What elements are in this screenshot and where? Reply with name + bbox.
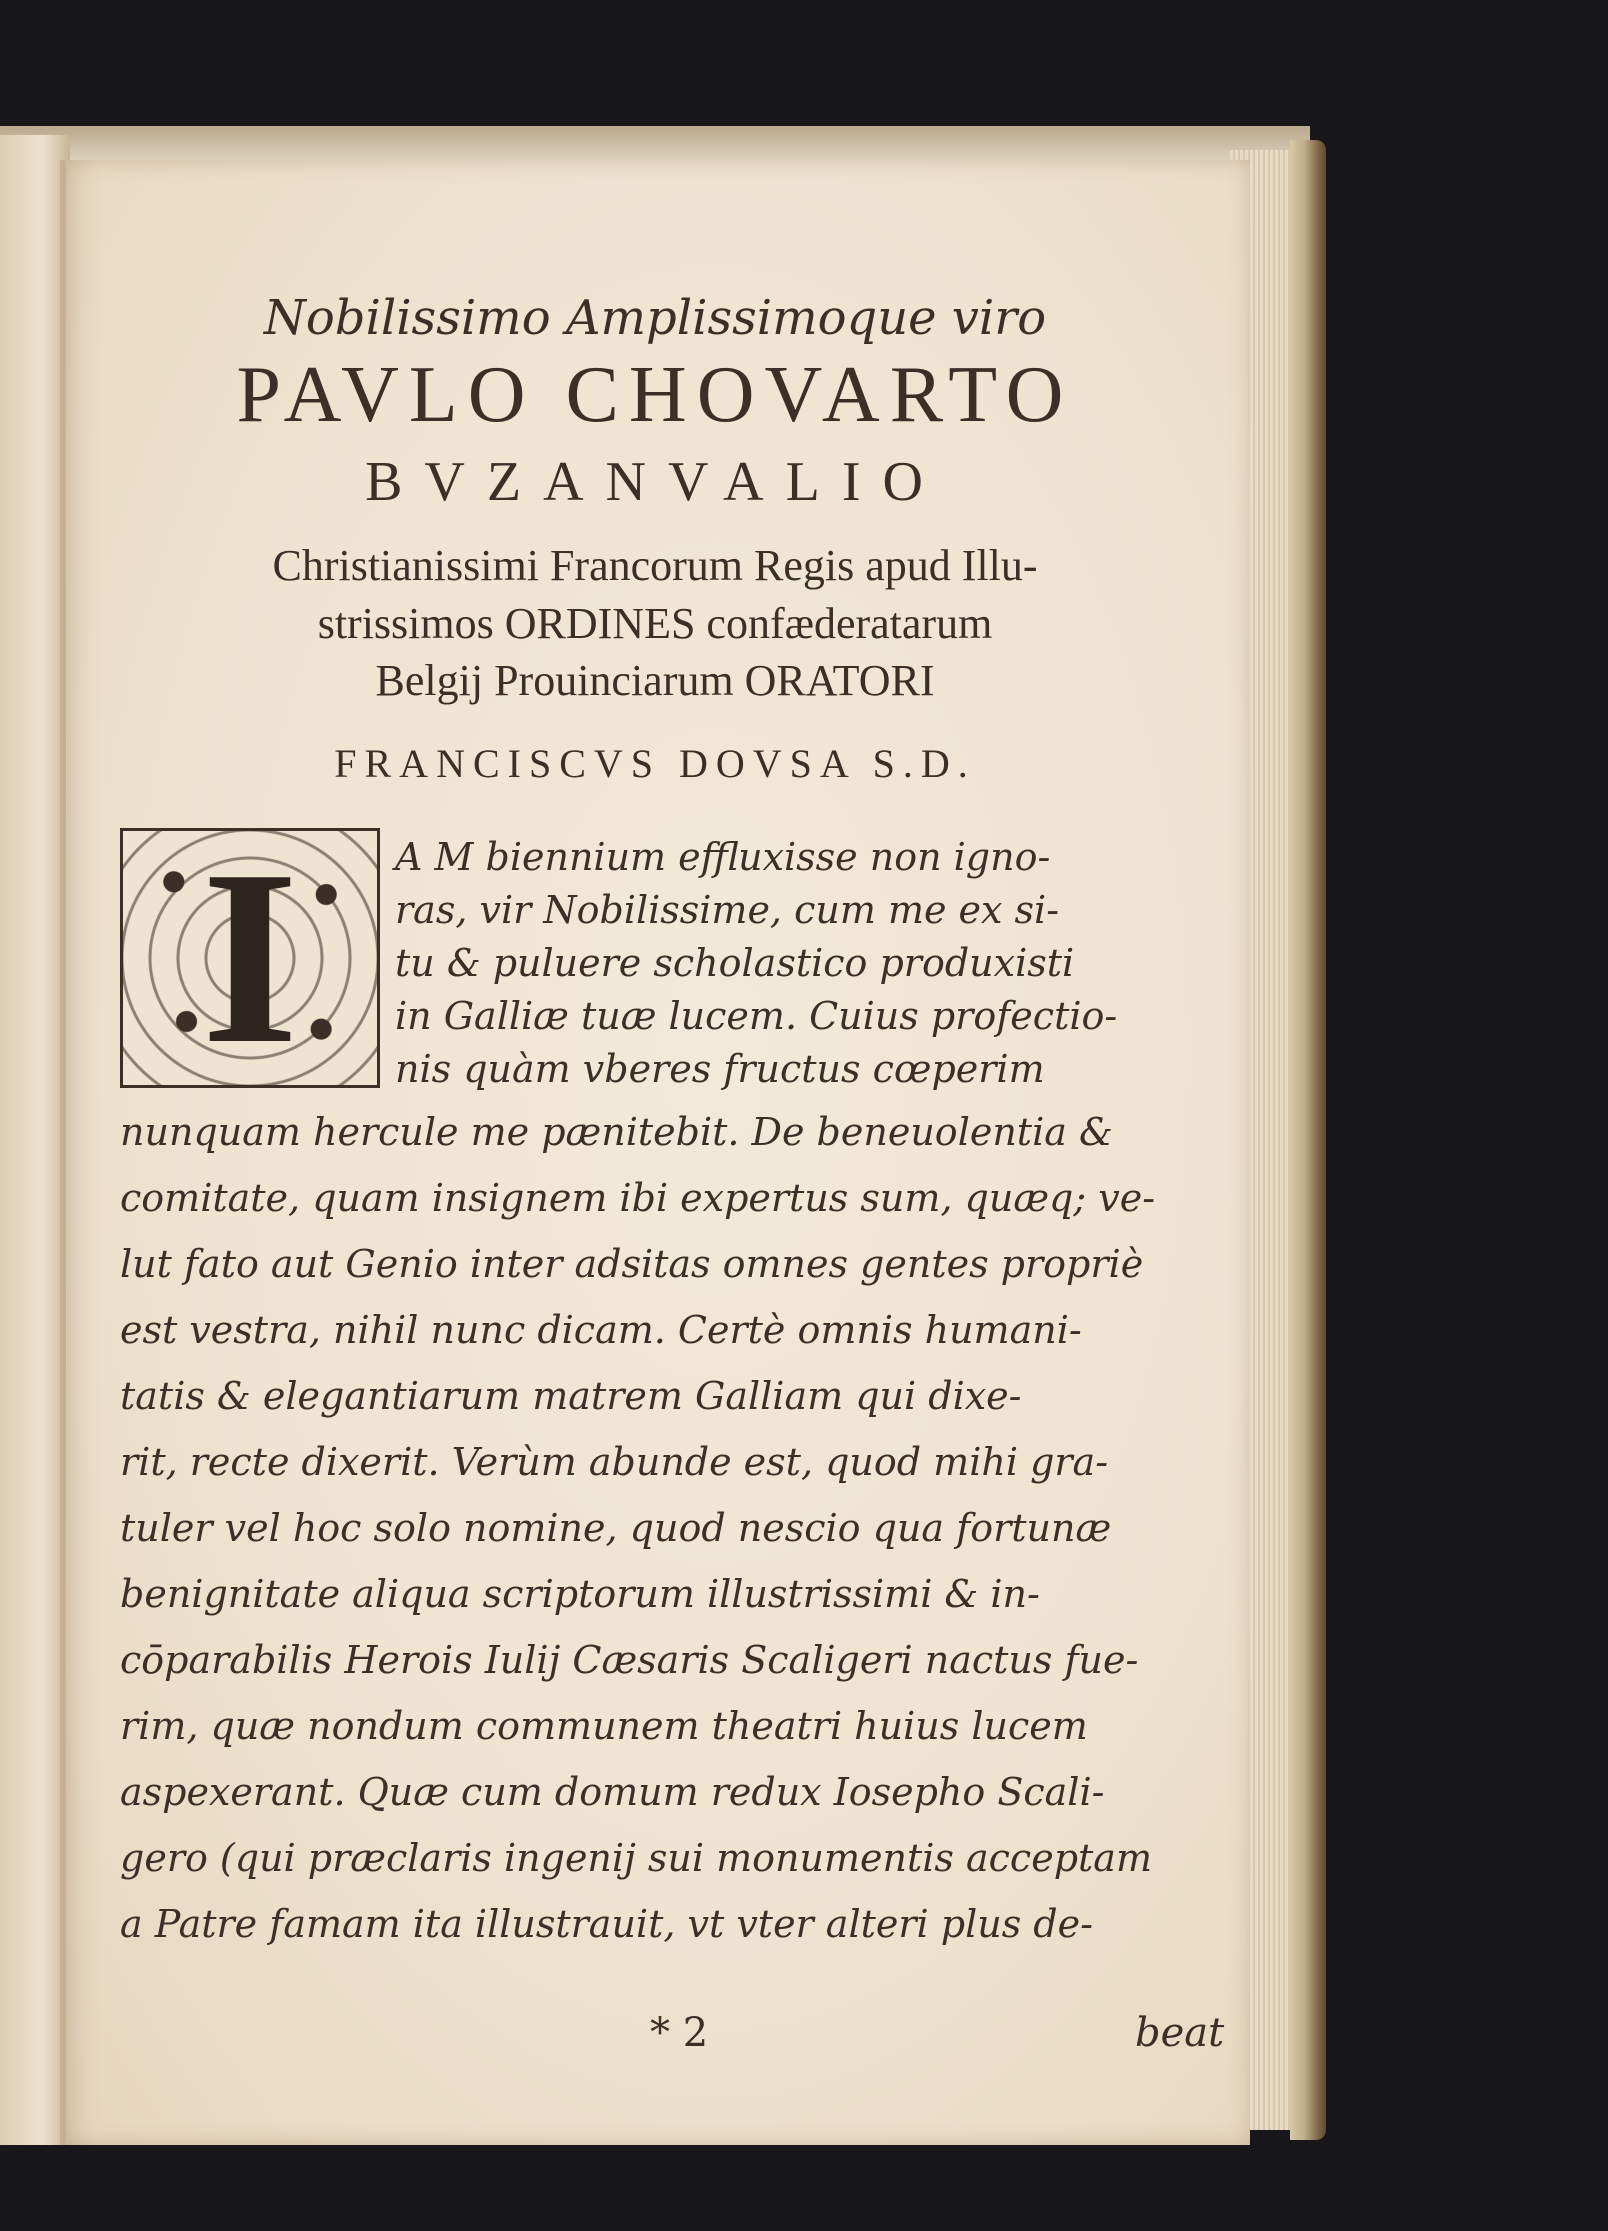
body-line: nunquam hercule me pænitebit. De beneuolentia & xyxy=(120,1110,1113,1154)
recipient-title-line: Belgij Prouinciarum ORATORI xyxy=(375,656,935,705)
body-line: ras, vir Nobilissime, cum me ex si- xyxy=(395,888,1060,932)
book-fore-edge xyxy=(1290,140,1326,2140)
body-line: nis quàm vberes fructus cœperim xyxy=(395,1047,1045,1091)
initial-letter: I xyxy=(201,819,299,1096)
body-line: lut fato aut Genio inter adsitas omnes gentes propriè xyxy=(120,1242,1144,1286)
body-line: tuler vel hoc solo nomine, quod nescio qua fortunæ xyxy=(120,1506,1112,1550)
body-line: rit, recte dixerit. Verùm abunde est, quod mihi gra- xyxy=(120,1440,1109,1484)
recipient-title-line: strissimos ORDINES confæderatarum xyxy=(317,599,993,648)
body-line: in Galliæ tuæ lucem. Cuius profectio- xyxy=(395,994,1118,1038)
body-line: est vestra, nihil nunc dicam. Certè omnis humani- xyxy=(120,1308,1082,1352)
decorated-initial xyxy=(120,819,380,1096)
body-line: gero (qui præclaris ingenij sui monumentis acceptam xyxy=(120,1836,1152,1880)
recipient-title-line: Christianissimi Francorum Regis apud Illu- xyxy=(272,541,1038,590)
book-page xyxy=(60,160,1250,2145)
signature-mark: * 2 xyxy=(650,2010,709,2056)
body-line: a Patre famam ita illustrauit, vt vter alteri plus de- xyxy=(120,1902,1093,1946)
body-line: cōparabilis Herois Iulij Cæsaris Scaligeri nactus fue- xyxy=(120,1638,1139,1682)
gutter-shadow xyxy=(60,160,66,2145)
recipient-surname: BVZANVALIO xyxy=(365,451,945,513)
book-top-edge xyxy=(0,126,1310,160)
catchword: beat xyxy=(1135,2010,1225,2056)
body-line: benignitate aliqua scriptorum illustrissimi & in- xyxy=(120,1572,1040,1616)
dedication-line: Nobilissimo Amplissimoque viro xyxy=(263,290,1047,346)
recipient-name: PAVLO CHOVARTO xyxy=(236,351,1074,439)
body-line: A M biennium effluxisse non igno- xyxy=(395,835,1051,879)
body-line: tu & puluere scholastico produxisti xyxy=(395,941,1075,985)
body-line: comitate, quam insignem ibi expertus sum, quæq; ve- xyxy=(120,1176,1156,1220)
body-line: rim, quæ nondum communem theatri huius lucem xyxy=(120,1704,1088,1748)
body-line: tatis & elegantiarum matrem Galliam qui dixe- xyxy=(120,1374,1022,1418)
body-line: aspexerant. Quæ cum domum redux Iosepho Scali- xyxy=(120,1770,1105,1814)
author-salutation: FRANCISCVS DOVSA S.D. xyxy=(334,741,976,786)
